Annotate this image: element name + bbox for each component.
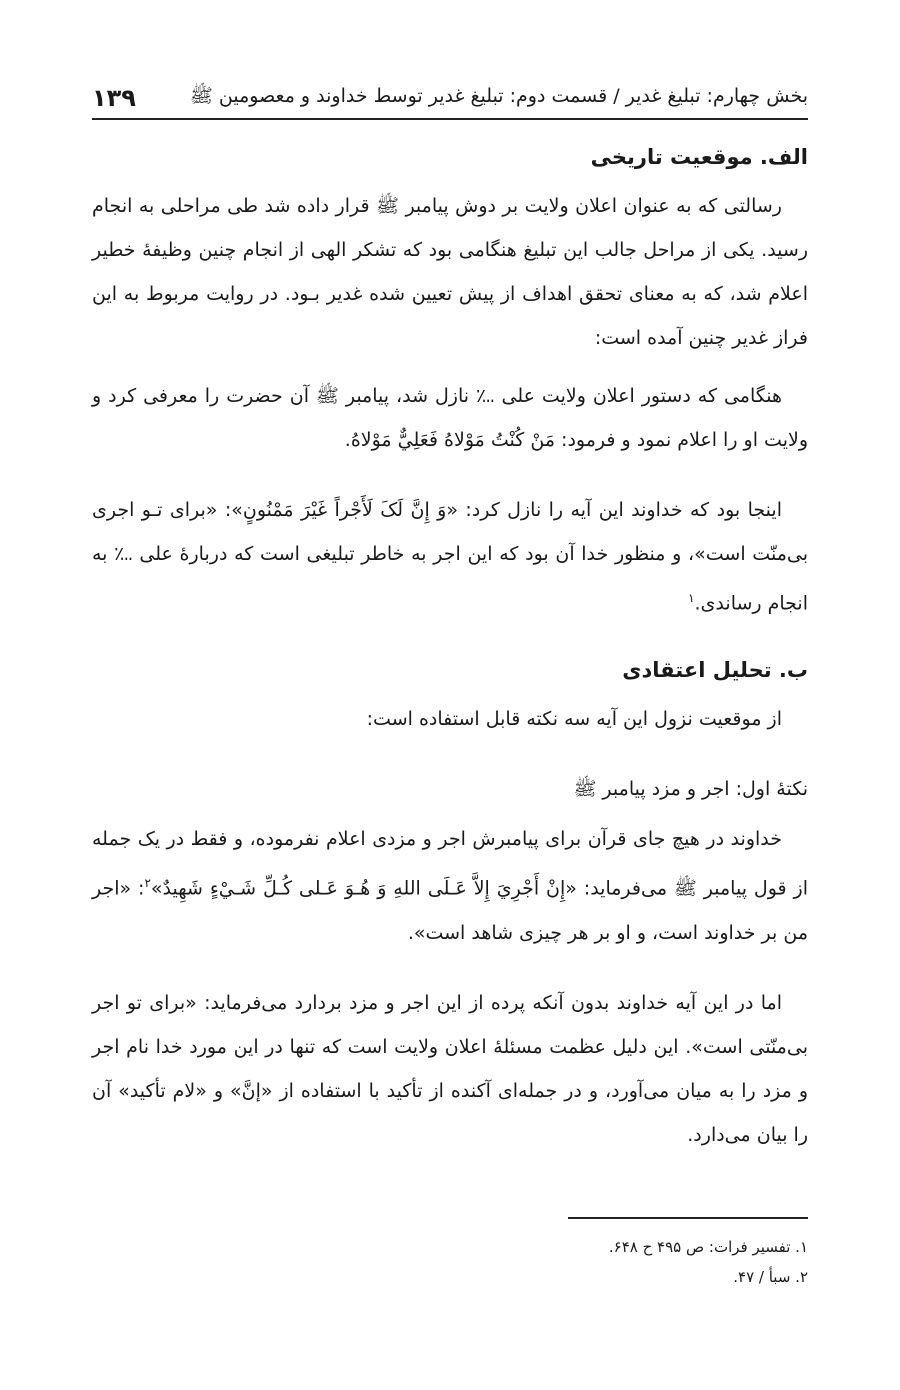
- footnote: ۱. تفسیر فرات: ص ۴۹۵ ح ۶۴۸.: [608, 1238, 808, 1256]
- running-title: بخش چهارم: تبلیغ غدیر / قسمت دوم: تبلیغ غدیر توسط خداوند و معصومین ﷺ: [189, 85, 808, 107]
- paragraph-text: : «اجر من بر خداوند است، و او بر هر چیزی شاهد است».: [92, 877, 808, 944]
- section-heading-historical: الف. موقعیت تاریخی: [590, 145, 808, 169]
- page-number: ۱۳۹: [92, 84, 136, 112]
- page-header: [92, 72, 808, 120]
- paragraph-text: خداوند در هیچ جای قرآن برای پیامبرش اجر و مزدی اعلام نفرموده، و فقط در یک جمله از قول پیامبر ﷺ می‌فرماید: «إِنْ أَجْرِيَ إِلاَّ عَـلَى اللهِ وَ هُـوَ عَـلى کُـلِّ شَـيْءٍ شَهِيدٌ»: [92, 828, 808, 900]
- footnotes: [92, 1232, 808, 1292]
- narration-paragraph: هنگامی که دستور اعلان ولایت علی ؊ نازل شد، پیامبر ﷺ آن حضرت را معرفی کرد و ولایت او را اعلام نمود و فرمود: مَنْ کُنْتُ مَوْلاهُ فَعَلِيٌّ مَوْلاهُ.: [92, 385, 808, 451]
- narration-paragraph: [92, 488, 808, 625]
- paragraph: [92, 817, 808, 954]
- footnote-divider: [568, 1217, 808, 1219]
- paragraph: رسالتی که به عنوان اعلان ولایت بر دوش پیامبر ﷺ قرار داده شد طی مراحلی به انجام رسید. یکی از مراحل جالب این تبلیغ هنگامی بود که تشکر الهی از انجام چنین وظیفۀ خطیر اعلام شد، که به معنای تحقق اهداف از پیش تعیین شده غدیر بـود. در روایت مربوط به این فراز غدیر چنین آمده است:: [92, 195, 808, 349]
- footnote-ref: ۱: [688, 591, 695, 605]
- paragraph: اما در این آیه خداوند بدون آنکه پرده از این اجر و مزد بردارد می‌فرماید: «برای تو اجر بی‌منّتی است». این دلیل عظمت مسئلۀ اعلان ولایت است که تنها در این مورد خدا نام اجر و مزد را به میان می‌آورد، و در جمله‌ای آکنده از تأکید با استفاده از «إنَّ» و «لام تأکید» آن را بیان می‌دارد.: [92, 991, 808, 1146]
- paragraph: از موقعیت نزول این آیه سه نکته قابل استفاده است:: [366, 708, 782, 731]
- point-title: نکتۀ اول: اجر و مزد پیامبر ﷺ: [573, 778, 808, 801]
- footnote-ref: ۲: [144, 876, 151, 891]
- page-body: [92, 138, 808, 1171]
- footnote: ۲. سبأ / ۴۷.: [733, 1268, 808, 1286]
- section-heading-doctrinal: ب. تحلیل اعتقادی: [622, 658, 808, 683]
- paragraph-text: اینجا بود که خداوند این آیه را نازل کرد: «وَ إِنَّ لَکَ لَأَجْراً غَيْرَ مَمْنُونٍ»: «برای تـو اجری بی‌منّت است»، و منظور خدا آن بود که این اجر به خاطر تبلیغی است که دربارۀ علی ؊ به انجام رساندی.: [92, 499, 808, 615]
